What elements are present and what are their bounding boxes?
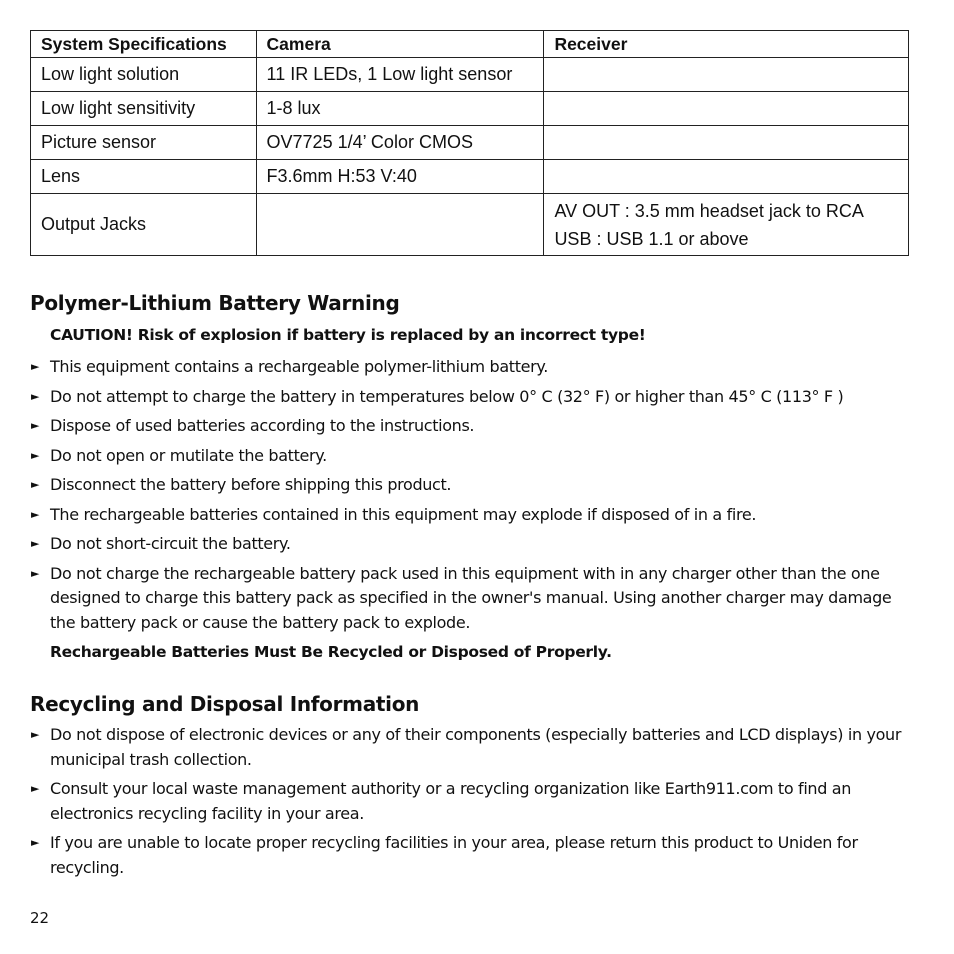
list-item: [30, 473, 910, 498]
camera-cell: [256, 194, 544, 256]
receiver-line: USB : USB 1.1 or above: [554, 228, 749, 249]
list-item: [30, 385, 910, 410]
table-row: [31, 58, 909, 92]
camera-cell: 11 IR LEDs, 1 Low light sensor: [256, 58, 544, 92]
recycling-heading: Recycling and Disposal Information: [30, 692, 420, 716]
bullet-arrow-icon: ►: [31, 419, 40, 432]
table-header-row: [31, 31, 909, 58]
row-label: Picture sensor: [31, 126, 257, 160]
bullet-arrow-icon: ►: [31, 478, 40, 491]
receiver-cell: [544, 126, 909, 160]
row-label: Output Jacks: [31, 194, 257, 256]
list-item-text: Dispose of used batteries according to the instructions.: [50, 416, 475, 435]
receiver-cell: [544, 160, 909, 194]
page-number: 22: [30, 909, 50, 927]
receiver-cell: [544, 194, 909, 256]
receiver-cell: [544, 58, 909, 92]
battery-warning-list: [30, 355, 910, 640]
camera-cell: 1-8 lux: [256, 92, 544, 126]
system-specifications-table: [30, 30, 909, 256]
row-label: Low light sensitivity: [31, 92, 257, 126]
row-label: Low light solution: [31, 58, 257, 92]
row-label: Lens: [31, 160, 257, 194]
bullet-arrow-icon: ►: [31, 728, 40, 741]
bullet-arrow-icon: ►: [31, 566, 40, 580]
bullet-arrow-icon: ►: [31, 836, 40, 849]
bullet-arrow-icon: ►: [31, 389, 40, 403]
table-row: [31, 126, 909, 160]
list-item-text: This equipment contains a rechargeable polymer-lithium battery.: [50, 357, 548, 376]
list-item: [30, 777, 910, 826]
bullet-arrow-icon: ►: [31, 537, 40, 550]
header-camera: Camera: [256, 31, 544, 58]
list-item-text: The rechargeable batteries contained in this equipment may explode if disposed of in a fire.: [50, 504, 757, 524]
bullet-arrow-icon: ►: [31, 448, 40, 462]
caution-text: CAUTION! Risk of explosion if battery is replaced by an incorrect type!: [50, 326, 646, 344]
list-item: [30, 355, 910, 380]
list-item-text: Do not attempt to charge the battery in temperatures below 0° C (32° F) or higher than 45° C (113° F ): [50, 386, 844, 406]
table-row: [31, 160, 909, 194]
receiver-cell: [544, 92, 909, 126]
battery-warning-heading: Polymer-Lithium Battery Warning: [30, 291, 400, 315]
list-item-text: Do not open or mutilate the battery.: [50, 445, 327, 465]
list-item-text: Do not charge the rechargeable battery pack used in this equipment with in any charger other than the one designed to charge this battery pack as specified in the owner's manual. Using another charger may damage the battery pack or cause the battery pack to explode.: [50, 563, 892, 632]
bullet-arrow-icon: ►: [31, 360, 40, 373]
receiver-line: AV OUT : 3.5 mm headset jack to RCA: [554, 200, 864, 221]
bullet-arrow-icon: ►: [31, 782, 40, 795]
list-item: [30, 532, 910, 557]
list-item-text: If you are unable to locate proper recycling facilities in your area, please return this product to Uniden for recycling.: [50, 833, 858, 877]
table-row: [31, 194, 909, 256]
camera-cell: OV7725 1/4’ Color CMOS: [256, 126, 544, 160]
list-item: [30, 503, 910, 528]
recycling-list: [30, 723, 910, 885]
recycle-notice: Rechargeable Batteries Must Be Recycled or Disposed of Properly.: [50, 643, 612, 661]
camera-cell: F3.6mm H:53 V:40: [256, 160, 544, 194]
list-item-text: Do not short-circuit the battery.: [50, 534, 291, 553]
list-item-text: Consult your local waste management authority or a recycling organization like Earth911.com to find an electronics recycling facility in your area.: [50, 779, 851, 823]
bullet-arrow-icon: ►: [31, 507, 40, 521]
header-receiver: Receiver: [544, 31, 909, 58]
list-item: [30, 562, 910, 636]
header-system-specifications: System Specifications: [31, 31, 257, 58]
table-row: [31, 92, 909, 126]
list-item-text: Do not dispose of electronic devices or any of their components (especially batteries and LCD displays) in your municipal trash collection.: [50, 725, 902, 769]
manual-page: [30, 30, 909, 877]
list-item: [30, 723, 910, 772]
list-item: [30, 831, 910, 880]
list-item: [30, 444, 910, 469]
list-item: [30, 414, 910, 439]
list-item-text: Disconnect the battery before shipping this product.: [50, 475, 452, 494]
